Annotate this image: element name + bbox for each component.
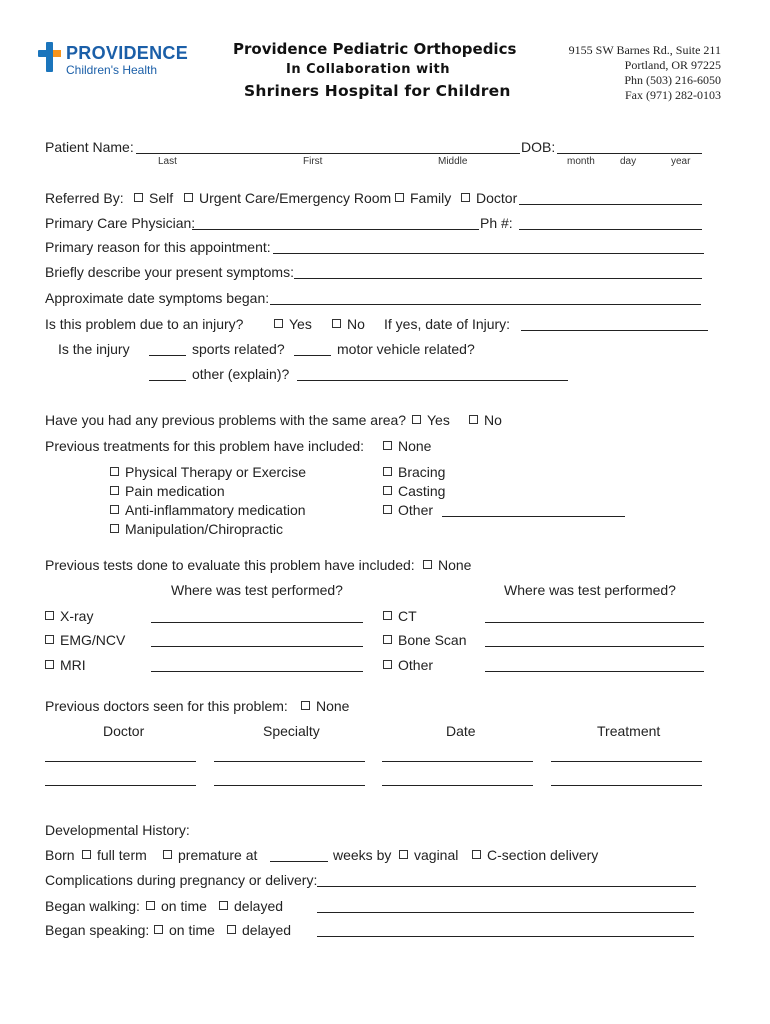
checkbox[interactable]	[110, 467, 119, 476]
tests-none-option[interactable]: None	[423, 557, 471, 573]
treatment-other-field[interactable]	[442, 516, 625, 517]
treatment-option[interactable]: Bracing	[383, 464, 445, 480]
test-option-mri[interactable]: MRI	[45, 657, 86, 673]
treatments-label: Previous treatments for this problem have included:	[45, 438, 365, 454]
specialty-field[interactable]	[214, 785, 365, 786]
middle-caption: Middle	[438, 156, 468, 167]
logo-subtitle: Children's Health	[66, 63, 158, 77]
checkbox[interactable]	[469, 415, 478, 424]
other-blank[interactable]	[149, 380, 186, 381]
year-caption: year	[671, 156, 691, 167]
is-the-injury-label: Is the injury	[58, 341, 130, 357]
checkbox[interactable]	[45, 611, 54, 620]
address-line1: 9155 SW Barnes Rd., Suite 211	[568, 43, 721, 57]
referred-self-option[interactable]: Self	[134, 190, 173, 206]
treatment-option[interactable]: Anti-inflammatory medication	[110, 502, 306, 518]
checkbox[interactable]	[163, 850, 172, 859]
checkbox[interactable]	[383, 467, 392, 476]
checkbox[interactable]	[154, 925, 163, 934]
speaking-field[interactable]	[317, 936, 694, 937]
walking-delayed-option[interactable]: delayed	[219, 898, 283, 914]
injury-date-label: If yes, date of Injury:	[384, 316, 511, 332]
partner-name: Shriners Hospital for Children	[244, 82, 511, 100]
complications-field[interactable]	[317, 886, 696, 887]
sports-label: sports related?	[192, 341, 285, 357]
checkbox[interactable]	[472, 850, 481, 859]
checkbox[interactable]	[45, 660, 54, 669]
other-explain-field[interactable]	[297, 380, 568, 381]
other-explain-label: other (explain)?	[192, 366, 290, 382]
speaking-delayed-option[interactable]: delayed	[227, 922, 291, 938]
checkbox[interactable]	[383, 660, 392, 669]
checkbox[interactable]	[383, 505, 392, 514]
checkbox[interactable]	[423, 560, 432, 569]
doctor-field[interactable]	[45, 761, 196, 762]
patient-name-field[interactable]	[136, 153, 520, 154]
pcp-label: Primary Care Physician:	[45, 215, 196, 231]
treatment-option[interactable]: Manipulation/Chiropractic	[110, 521, 283, 537]
injury-question: Is this problem due to an injury?	[45, 316, 244, 332]
test-option-xray[interactable]: X-ray	[45, 608, 93, 624]
motor-blank[interactable]	[294, 355, 331, 356]
test-option-emg[interactable]: EMG/NCV	[45, 632, 125, 648]
dev-history-title: Developmental History:	[45, 822, 190, 838]
day-caption: day	[620, 156, 637, 167]
test-location-field[interactable]	[485, 671, 704, 672]
checkbox[interactable]	[184, 193, 193, 202]
test-location-field[interactable]	[151, 671, 363, 672]
checkbox[interactable]	[146, 901, 155, 910]
referred-family-option[interactable]: Family	[395, 190, 451, 206]
doctor-column-header: Doctor	[103, 723, 145, 739]
symptoms-label: Briefly describe your present symptoms:	[45, 264, 294, 280]
complications-label: Complications during pregnancy or delivery:	[45, 872, 318, 888]
checkbox[interactable]	[461, 193, 470, 202]
address-phone: Phn (503) 216-6050	[624, 73, 721, 87]
treatments-none-option[interactable]: None	[383, 438, 431, 454]
last-caption: Last	[158, 156, 177, 167]
vaginal-option[interactable]: vaginal	[399, 847, 458, 863]
logo-name: PROVIDENCE	[66, 43, 189, 63]
date-field[interactable]	[382, 785, 533, 786]
checkbox[interactable]	[399, 850, 408, 859]
test-option-bonescan[interactable]: Bone Scan	[383, 632, 467, 648]
where-performed-right: Where was test performed?	[504, 582, 676, 598]
month-caption: month	[567, 156, 595, 167]
checkbox[interactable]	[383, 611, 392, 620]
address-block	[569, 43, 721, 103]
treatment-field[interactable]	[551, 761, 702, 762]
date-column-header: Date	[446, 723, 476, 739]
address-line2: Portland, OR 97225	[624, 58, 721, 72]
pcp-phone-field[interactable]	[519, 229, 702, 230]
referred-doctor-field[interactable]	[519, 204, 702, 205]
premature-weeks-field[interactable]	[270, 861, 328, 862]
doctors-label: Previous doctors seen for this problem:	[45, 698, 288, 714]
walking-on-time-option[interactable]: on time	[146, 898, 207, 914]
address-fax: Fax (971) 282-0103	[625, 88, 721, 102]
referred-doctor-option[interactable]: Doctor	[461, 190, 517, 206]
referred-urgent-option[interactable]: Urgent Care/Emergency Room	[184, 190, 391, 206]
test-option-other[interactable]: Other	[383, 657, 433, 673]
premature-option[interactable]: premature at	[163, 847, 257, 863]
pcp-phone-label: Ph #:	[480, 215, 513, 231]
injury-no-option[interactable]: No	[332, 316, 365, 332]
walking-field[interactable]	[317, 912, 694, 913]
test-location-field[interactable]	[151, 622, 363, 623]
checkbox[interactable]	[219, 901, 228, 910]
checkbox[interactable]	[82, 850, 91, 859]
checkbox[interactable]	[332, 319, 341, 328]
page-title: Providence Pediatric Orthopedics	[233, 40, 517, 58]
specialty-column-header: Specialty	[263, 723, 320, 739]
previous-yes-option[interactable]: Yes	[412, 412, 450, 428]
patient-name-label: Patient Name:	[45, 139, 134, 155]
dob-field[interactable]	[557, 153, 702, 154]
date-began-field[interactable]	[270, 304, 701, 305]
checkbox[interactable]	[395, 193, 404, 202]
full-term-option[interactable]: full term	[82, 847, 147, 863]
motor-label: motor vehicle related?	[337, 341, 475, 357]
injury-date-field[interactable]	[521, 330, 708, 331]
checkbox[interactable]	[227, 925, 236, 934]
treatment-field[interactable]	[551, 785, 702, 786]
checkbox[interactable]	[383, 441, 392, 450]
test-location-field[interactable]	[151, 646, 363, 647]
providence-cross-icon	[37, 42, 62, 72]
doctor-field[interactable]	[45, 785, 196, 786]
test-option-ct[interactable]: CT	[383, 608, 417, 624]
test-location-field[interactable]	[485, 622, 704, 623]
born-label: Born	[45, 847, 75, 863]
checkbox[interactable]	[45, 635, 54, 644]
speaking-label: Began speaking:	[45, 922, 150, 938]
treatment-option[interactable]: Physical Therapy or Exercise	[110, 464, 306, 480]
checkbox[interactable]	[383, 486, 392, 495]
checkbox[interactable]	[110, 486, 119, 495]
tests-label: Previous tests done to evaluate this problem have included:	[45, 557, 415, 573]
weeks-by-label: weeks by	[333, 847, 392, 863]
pcp-field[interactable]	[192, 229, 479, 230]
speaking-on-time-option[interactable]: on time	[154, 922, 215, 938]
previous-problems-question: Have you had any previous problems with the same area?	[45, 412, 407, 428]
previous-no-option[interactable]: No	[469, 412, 502, 428]
checkbox[interactable]	[110, 524, 119, 533]
where-performed-left: Where was test performed?	[171, 582, 343, 598]
treatment-option[interactable]: Casting	[383, 483, 445, 499]
treatment-option[interactable]: Other	[383, 502, 433, 518]
date-began-label: Approximate date symptoms began:	[45, 290, 270, 306]
checkbox[interactable]	[134, 193, 143, 202]
checkbox[interactable]	[110, 505, 119, 514]
sports-blank[interactable]	[149, 355, 186, 356]
dob-label: DOB:	[521, 139, 556, 155]
collab-text: In Collaboration with	[286, 62, 451, 77]
specialty-field[interactable]	[214, 761, 365, 762]
injury-yes-option[interactable]: Yes	[274, 316, 312, 332]
checkbox[interactable]	[383, 635, 392, 644]
first-caption: First	[303, 156, 323, 167]
walking-label: Began walking:	[45, 898, 140, 914]
referred-by-label: Referred By:	[45, 190, 124, 206]
csection-option[interactable]: C-section delivery	[472, 847, 598, 863]
treatment-column-header: Treatment	[597, 723, 661, 739]
date-field[interactable]	[382, 761, 533, 762]
checkbox[interactable]	[301, 701, 310, 710]
test-location-field[interactable]	[485, 646, 704, 647]
reason-field[interactable]	[273, 253, 704, 254]
doctors-none-option[interactable]: None	[301, 698, 349, 714]
treatment-option[interactable]: Pain medication	[110, 483, 225, 499]
symptoms-field[interactable]	[294, 278, 702, 279]
checkbox[interactable]	[412, 415, 421, 424]
checkbox[interactable]	[274, 319, 283, 328]
reason-label: Primary reason for this appointment:	[45, 239, 271, 255]
